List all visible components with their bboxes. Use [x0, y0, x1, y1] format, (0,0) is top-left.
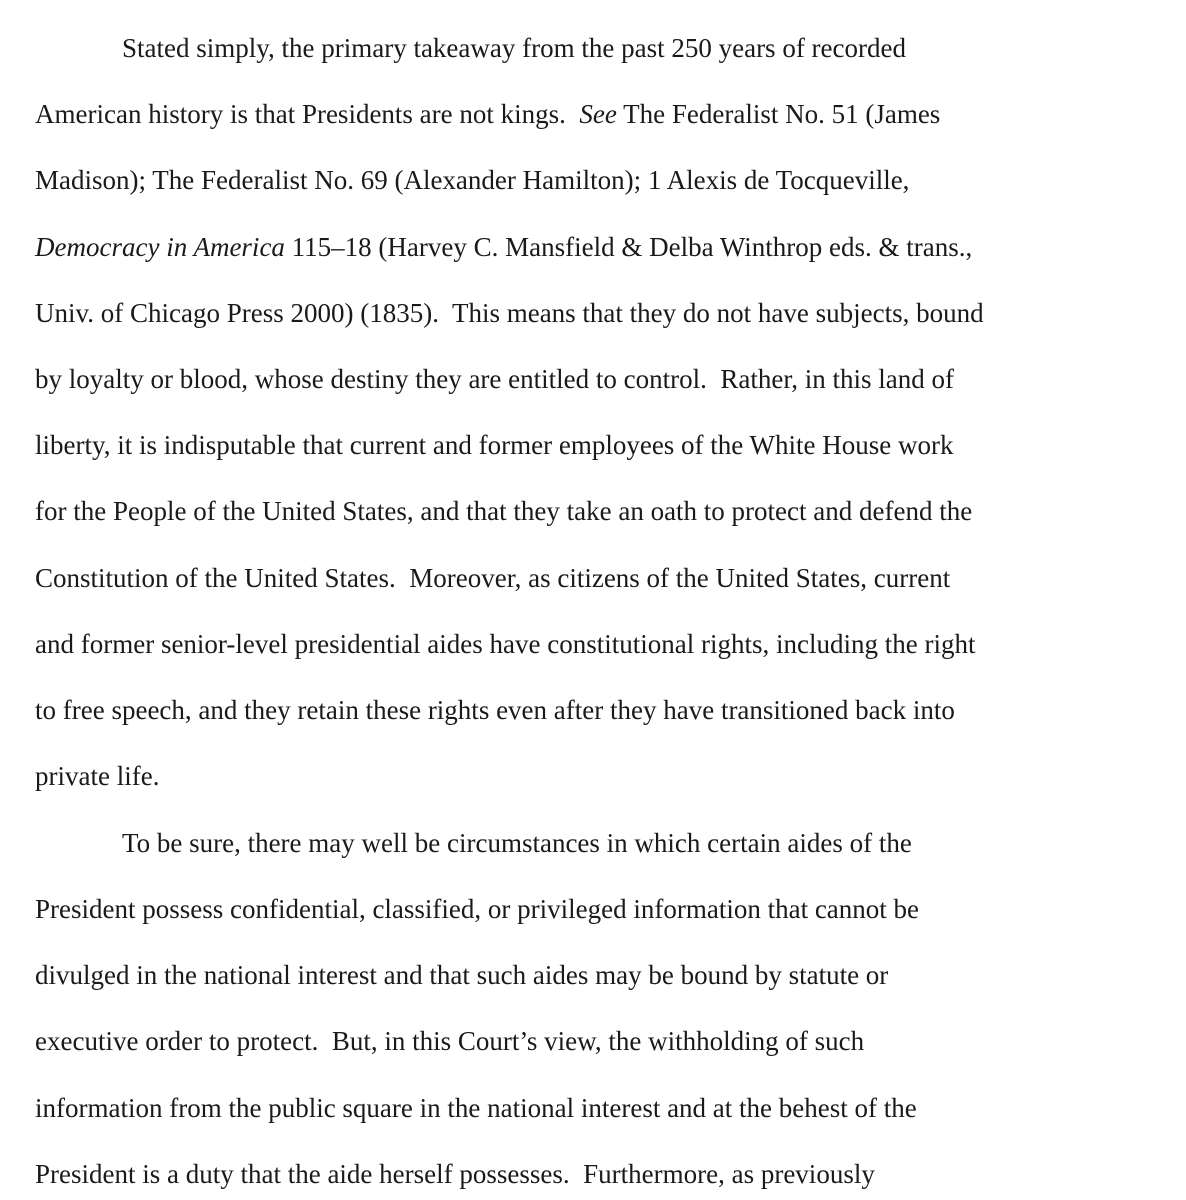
- text-run: Stated simply, the primary takeaway from the past 250 years of recorded: [122, 33, 906, 63]
- paragraph-1-line-9: [35, 558, 1175, 598]
- paragraph-1-line-1: [122, 28, 1172, 68]
- text-run: by loyalty or blood, whose destiny they are entitled to control. Rather, in this land of: [35, 364, 954, 394]
- text-run: Univ. of Chicago Press 2000) (1835). This means that they do not have subjects, bound: [35, 298, 984, 328]
- paragraph-2-line-6: [35, 1154, 1175, 1194]
- paragraph-1-line-11: [35, 690, 1175, 730]
- text-run: President possess confidential, classified, or privileged information that cannot be: [35, 894, 920, 924]
- paragraph-1-line-2: [35, 94, 1175, 134]
- text-run: Madison); The Federalist No. 69 (Alexander Hamilton); 1 Alexis de Tocqueville,: [35, 165, 910, 195]
- text-run: The Federalist No. 51 (James: [616, 99, 941, 129]
- paragraph-1-line-4: [35, 227, 1175, 267]
- signal-see: See: [579, 99, 617, 129]
- text-run: information from the public square in the national interest and at the behest of the: [35, 1093, 917, 1123]
- text-run: President is a duty that the aide herself possesses. Furthermore, as previously: [35, 1159, 875, 1189]
- paragraph-2-line-1: [122, 823, 1172, 863]
- paragraph-1-line-12: [35, 756, 1175, 796]
- text-run: liberty, it is indisputable that current and former employees of the White House work: [35, 430, 954, 460]
- paragraph-1-line-5: [35, 293, 1175, 333]
- paragraph-1-line-3: [35, 160, 1175, 200]
- text-run: executive order to protect. But, in this Court’s view, the withholding of such: [35, 1026, 865, 1056]
- paragraph-1-line-6: [35, 359, 1175, 399]
- text-run: and former senior-level presidential aides have constitutional rights, including the right: [35, 629, 976, 659]
- text-run: private life.: [35, 761, 160, 791]
- book-title: Democracy in America: [35, 232, 285, 262]
- text-run: to free speech, and they retain these rights even after they have transitioned back into: [35, 695, 955, 725]
- paragraph-1-line-7: [35, 425, 1175, 465]
- paragraph-1-line-10: [35, 624, 1175, 664]
- text-run: Constitution of the United States. Moreover, as citizens of the United States, current: [35, 563, 951, 593]
- paragraph-2-line-5: [35, 1088, 1175, 1128]
- paragraph-1-line-8: [35, 491, 1175, 531]
- text-run: 115–18 (Harvey C. Mansfield & Delba Winthrop eds. & trans.,: [284, 232, 973, 262]
- text-run: To be sure, there may well be circumstances in which certain aides of the: [122, 828, 912, 858]
- paragraph-2-line-3: [35, 955, 1175, 995]
- text-run: divulged in the national interest and that such aides may be bound by statute or: [35, 960, 889, 990]
- text-run: American history is that Presidents are not kings.: [35, 99, 580, 129]
- text-run: for the People of the United States, and that they take an oath to protect and defend the: [35, 496, 973, 526]
- paragraph-2-line-2: [35, 889, 1175, 929]
- paragraph-2-line-4: [35, 1021, 1175, 1061]
